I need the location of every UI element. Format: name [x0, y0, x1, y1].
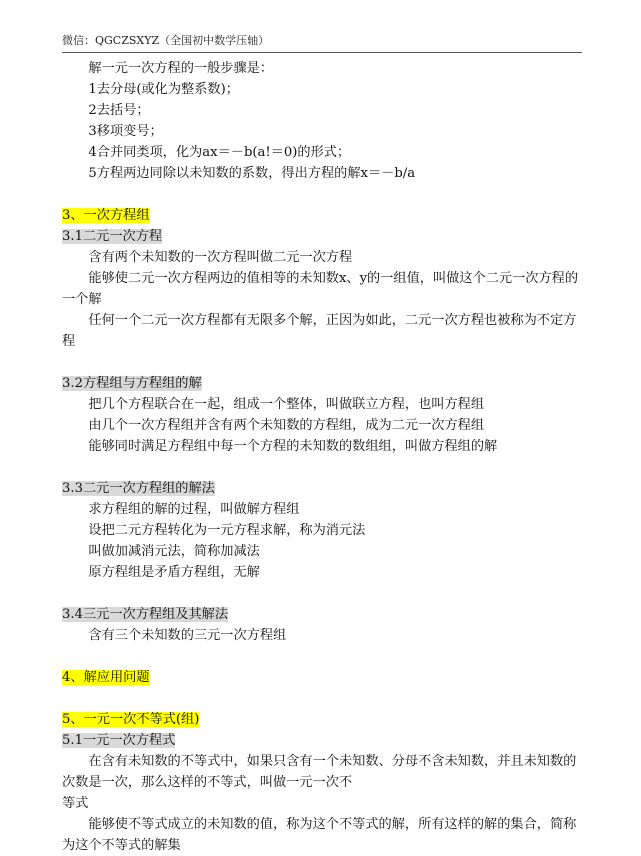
subsection-heading	[62, 226, 582, 247]
subsection-heading	[62, 604, 582, 625]
paragraph: 在含有未知数的不等式中，如果只含有一个未知数、分母不含未知数，并且未知数的次数是一次，那么这样的不等式，叫做一元一次不	[62, 754, 577, 790]
section-3-heading: 3、一次方程组	[62, 208, 150, 223]
spacer	[62, 457, 582, 478]
paragraph: 能够同时满足方程组中每一个方程的未知数的数组组，叫做方程组的解	[88, 439, 498, 454]
subsection-3-3-heading: 3.3二元一次方程组的解法	[62, 481, 215, 496]
step-item: 3移项变号；	[88, 124, 163, 139]
spacer	[62, 646, 582, 667]
paragraph: 任何一个二元一次方程都有无限多个解，正因为如此，二元一次方程也被称为不定方程	[62, 313, 577, 349]
steps-title: 解一元一次方程的一般步骤是：	[88, 61, 274, 76]
paragraph: 由几个一次方程组并含有两个未知数的方程组，成为二元一次方程组	[88, 418, 485, 433]
section-heading	[62, 205, 582, 226]
subsection-3-1-heading: 3.1二元一次方程	[62, 229, 163, 244]
paragraph-continuation: 等式	[62, 796, 89, 811]
paragraph: 能够使二元一次方程两边的值相等的未知数x、y的一组值，叫做这个二元一次方程的一个解	[62, 271, 579, 307]
spacer	[62, 583, 582, 604]
paragraph: 把几个方程联合在一起，组成一个整体，叫做联立方程，也叫方程组	[88, 397, 485, 412]
paragraph: 求方程组的解的过程，叫做解方程组	[88, 502, 300, 517]
section-heading	[62, 667, 582, 688]
document-body	[62, 58, 582, 856]
page-header: 微信：QGCZSXYZ（全国初中数学压轴）	[62, 34, 582, 53]
spacer	[62, 352, 582, 373]
paragraph: 含有三个未知数的三元一次方程组	[88, 628, 287, 643]
subsection-3-4-heading: 3.4三元一次方程组及其解法	[62, 607, 229, 622]
section-4-heading: 4、解应用问题	[62, 670, 150, 685]
subsection-heading	[62, 730, 582, 751]
subsection-heading	[62, 478, 582, 499]
subsection-5-1-heading: 5.1一元一次方程式	[62, 733, 176, 748]
subsection-heading	[62, 373, 582, 394]
paragraph: 原方程组是矛盾方程组，无解	[88, 565, 260, 580]
paragraph: 叫做加减消元法，简称加减法	[88, 544, 260, 559]
section-5-heading: 5、一元一次不等式(组)	[62, 712, 200, 727]
paragraph: 含有两个未知数的一次方程叫做二元一次方程	[88, 250, 353, 265]
step-item: 1去分母(或化为整系数)；	[88, 82, 239, 97]
paragraph: 能够使不等式成立的未知数的值，称为这个不等式的解，所有这样的解的集合，简称为这个不等式的解集	[62, 817, 577, 853]
spacer	[62, 184, 582, 205]
step-item: 4合并同类项，化为ax＝－b(a!＝0)的形式；	[88, 145, 351, 160]
paragraph: 设把二元方程转化为一元方程求解，称为消元法	[88, 523, 366, 538]
spacer	[62, 688, 582, 709]
section-heading	[62, 709, 582, 730]
step-item: 5方程两边同除以未知数的系数，得出方程的解x＝－b/a	[88, 166, 416, 181]
step-item: 2去括号；	[88, 103, 150, 118]
subsection-3-2-heading: 3.2方程组与方程组的解	[62, 376, 202, 391]
